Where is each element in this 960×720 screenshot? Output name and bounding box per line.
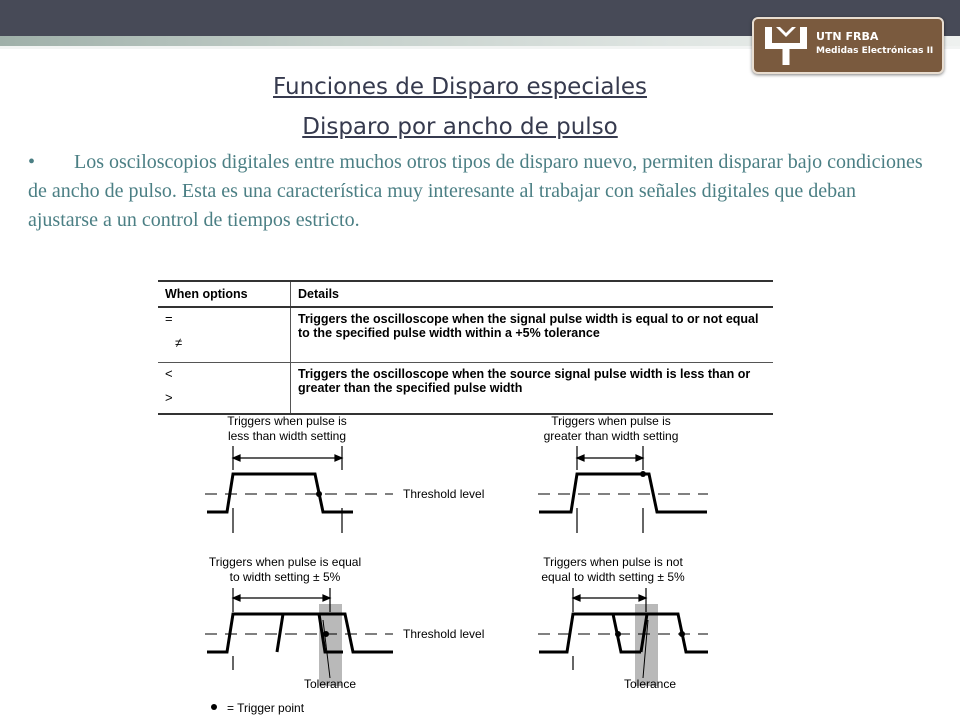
page-title: Funciones de Disparo especiales [273,74,647,100]
option-equal: = [165,311,173,326]
legend-trigger-point-icon [211,704,217,710]
pulse-width-diagram [193,408,733,720]
pulse-short [207,474,353,512]
logo-line-1: UTN FRBA [816,30,879,43]
width-marker-top-left [233,446,342,533]
pulse-not-equal-short [539,614,641,652]
tolerance-label-left: Tolerance [303,677,357,691]
threshold-label-bottom: Threshold level [403,627,485,641]
table-cell-details: Triggers the oscilloscope when the signal pulse width is equal to or not equal to the specified pulse width within a +5% tolerance [291,307,774,363]
page-subtitle: Disparo por ancho de pulso [302,114,618,140]
trigger-point-icon [323,631,329,637]
bullet-paragraph [28,148,928,235]
trigger-point-icon [615,631,621,637]
tolerance-label-right: Tolerance [623,677,677,691]
table-header-options: When options [158,281,291,307]
caption-not-equal-1: Triggers when pulse is not [543,555,683,569]
option-not-equal: ≠ [175,335,183,350]
caption-greater-than-2: greater than width setting [543,429,679,443]
table-cell-details: Triggers the oscilloscope when the source signal pulse width is less than or greater than the specified pulse width [291,363,774,415]
legend-trigger-point: = Trigger point [227,701,305,715]
width-marker-top-right [577,446,643,533]
caption-equal-1: Triggers when pulse is equal [208,555,362,569]
threshold-label-top: Threshold level [403,487,485,501]
option-less-than: < [165,366,173,381]
utn-logo-badge [752,17,944,74]
bullet-text: Los osciloscopios digitales entre muchos otros tipos de disparo nuevo, permiten disparar bajo condiciones de ancho de pulso. Esta es una característica muy interesante al trabajar con señales digitales que deban ajustarse a un control de tiempos estricto. [28,151,923,231]
trigger-point-icon [640,471,646,477]
table-cell-options [158,363,291,415]
table-header-details: Details [291,281,774,307]
caption-equal-2: to width setting ± 5% [229,570,341,584]
trigger-point-icon [679,631,685,637]
table-row [158,307,773,363]
trigger-options-table [158,280,773,415]
caption-greater-than-1: Triggers when pulse is [551,414,671,428]
pulse-long [539,474,707,512]
option-greater-than: > [165,390,173,405]
trigger-point-icon [316,491,322,497]
utn-emblem-icon [762,25,810,67]
bullet-dot-icon: • [28,151,36,173]
caption-less-than-2: less than width setting [227,429,347,443]
logo-line-2: Medidas Electrónicas II [816,46,934,56]
caption-not-equal-2: equal to width setting ± 5% [541,570,685,584]
table-cell-options [158,307,291,363]
table-row [158,363,773,415]
caption-less-than-1: Triggers when pulse is [227,414,347,428]
